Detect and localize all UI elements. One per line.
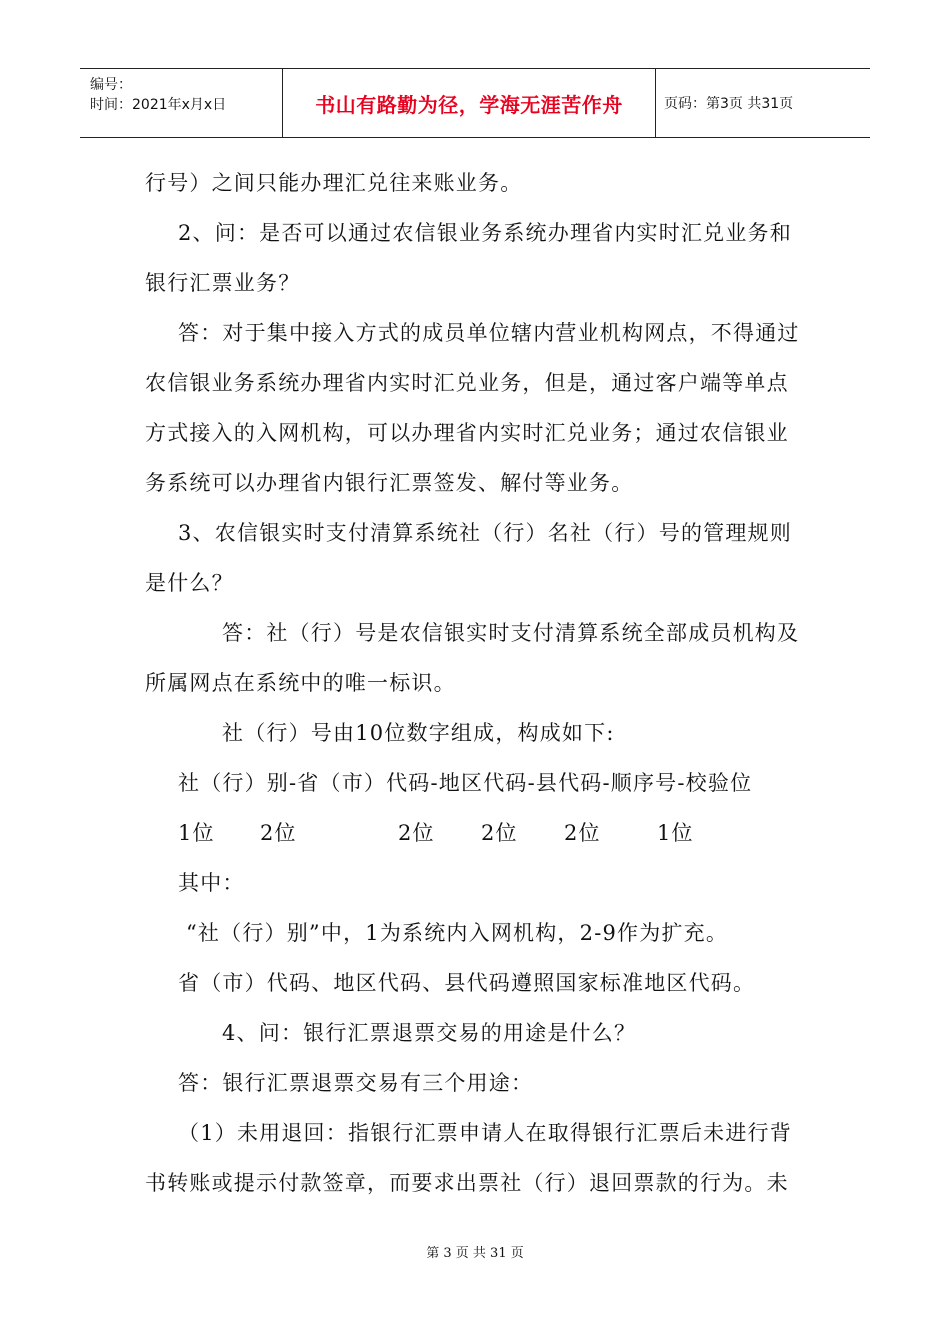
digit-count: 2位 [481,821,518,845]
body-line: 农信银业务系统办理省内实时汇兑业务，但是，通过客户端等单点 [145,371,789,395]
digit-count: 1位 [657,821,694,845]
body-line: （1）未用退回：指银行汇票申请人在取得银行汇票后未进行背 [178,1121,792,1145]
body-line: 社（行）号由10位数字组成，构成如下: [222,721,615,745]
body-line: 省（市）代码、地区代码、县代码遵照国家标准地区代码。 [178,971,756,995]
header-motto: 书山有路勤为径，学海无涯苦作舟 [315,92,623,117]
page-header [80,68,870,138]
page-footer: 第 3 页 共 31 页 [426,1246,524,1261]
body-line: 务系统可以办理省内银行汇票签发、解付等业务。 [145,471,634,495]
digit-count: 2位 [398,821,435,845]
body-line: 银行汇票业务？ [145,271,301,295]
body-line: 书转账或提示付款签章，而要求出票社（行）退回票款的行为。未 [145,1171,789,1195]
digit-count: 2位 [564,821,601,845]
document-date: 时间：2021年x月x日 [90,97,227,113]
answer-line: 答：银行汇票退票交易有三个用途： [178,1071,534,1095]
body-line: 是什么？ [145,571,234,595]
document-number-label: 编号： [90,77,132,93]
answer-line: 答：对于集中接入方式的成员单位辖内营业机构网点，不得通过 [178,321,800,345]
header-page-info: 页码：第3页 共31页 [664,96,794,112]
header-page-info-cell [656,69,870,137]
header-motto-cell [283,69,656,137]
body-line: “社（行）别”中，1为系统内入网机构，2-9作为扩充。 [186,921,729,945]
answer-line: 答：社（行）号是农信银实时支付清算系统全部成员机构及 [222,621,800,645]
header-meta [80,69,283,137]
code-structure-line: 社（行）别-省（市）代码-地区代码-县代码-顺序号-校验位 [178,771,753,795]
body-line: 其中： [178,871,245,895]
body-line: 行号）之间只能办理汇兑往来账业务。 [145,171,523,195]
question-line: 2、问：是否可以通过农信银业务系统办理省内实时汇兑业务和 [178,221,792,245]
question-line: 4、问：银行汇票退票交易的用途是什么？ [222,1021,637,1045]
body-line: 方式接入的入网机构，可以办理省内实时汇兑业务；通过农信银业 [145,421,789,445]
digit-count: 2位 [260,821,297,845]
body-line: 所属网点在系统中的唯一标识。 [145,671,456,695]
digit-count: 1位 [178,821,215,845]
question-line: 3、农信银实时支付清算系统社（行）名社（行）号的管理规则 [178,521,792,545]
